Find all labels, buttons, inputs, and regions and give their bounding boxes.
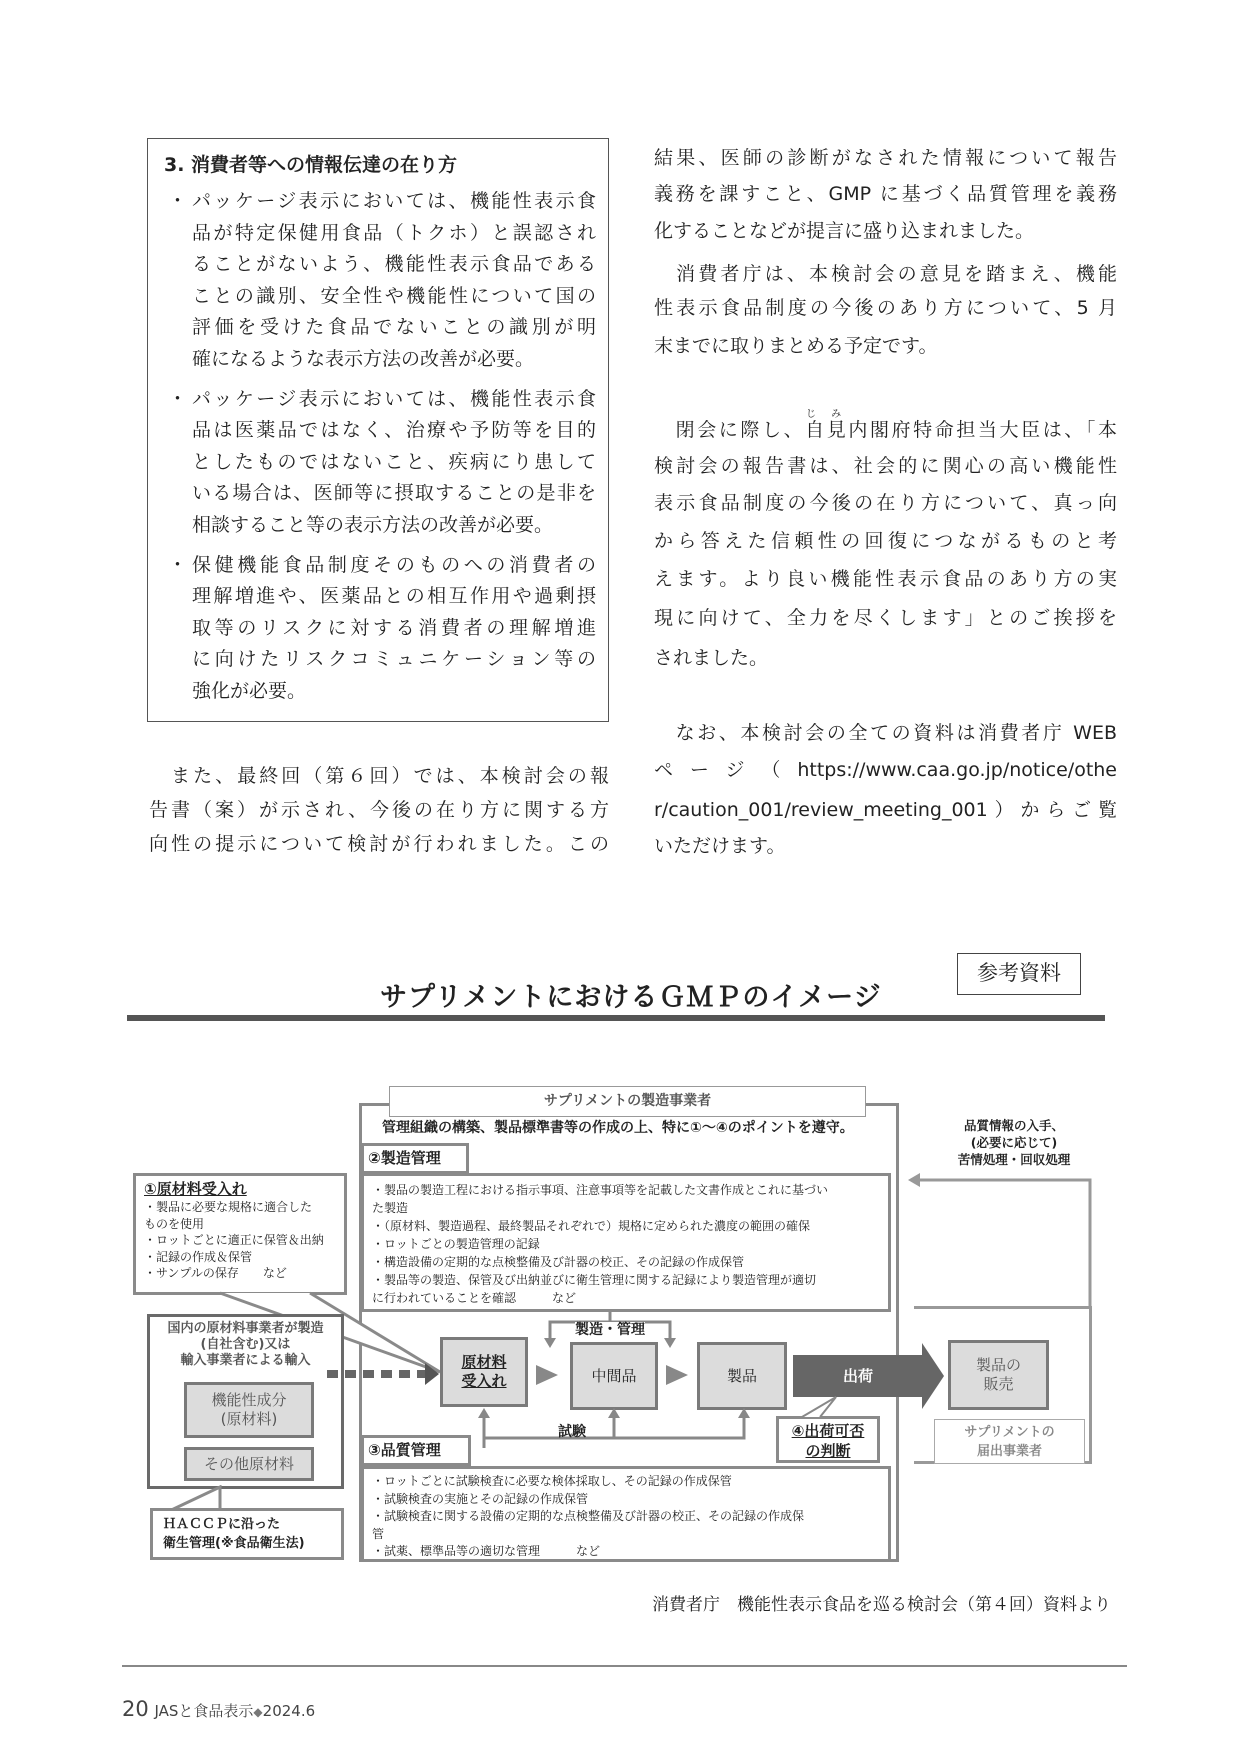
mfg-label: 製造・管理: [575, 1322, 645, 1338]
text-line: されました。: [654, 647, 769, 669]
text-line: 検討会の報告書は、社会的に関心の高い機能性: [654, 455, 1117, 477]
box-line: ・ロットごとに適正に保管＆出納: [144, 1233, 324, 1247]
mfg-control-tab: ②製造管理: [361, 1143, 469, 1174]
shipping-arrow: 出荷: [793, 1355, 923, 1397]
haccp-line-2: 衛生管理(※食品衛生法): [163, 1536, 305, 1551]
text-line: 品は医薬品ではなく、治療や予防等を目的: [192, 419, 596, 442]
text-line: 相談すること等の表示方法の改善が必要。: [192, 514, 554, 536]
box-line: ・試験検査に関する設備の定期的な点検整備及び計器の校正、その記録の作成保: [372, 1509, 805, 1523]
flow-arrow-1: [536, 1365, 558, 1385]
text-line: 結果、医師の診断がなされた情報について報告: [654, 147, 1117, 169]
text-line: 評価を受けた食品でないことの識別が明: [192, 316, 596, 339]
text-line: パッケージ表示においては、機能性表示食: [192, 190, 596, 212]
ship-decision-box: [776, 1416, 880, 1463]
issue-date: 2024.6: [262, 1702, 316, 1720]
intermediate-box: 中間品: [570, 1342, 658, 1410]
text-line: 現に向けて、全力を尽くします」とのご挨拶を: [654, 607, 1117, 629]
text-line: いる場合は、医師等に摂取することの是非を: [192, 482, 596, 505]
quality-control-box: [361, 1466, 891, 1562]
text-line: 消費者庁は、本検討会の意見を踏まえ、機能: [654, 263, 1117, 285]
box-line: ・試験検査の実施とその記録の作成保管: [372, 1491, 589, 1506]
reference-tag: 参考資料: [957, 953, 1081, 995]
ship-decision-pointer: [800, 1395, 840, 1419]
text-line: 保健機能食品制度そのものへの消費者の: [192, 553, 596, 576]
text-line: としたものではないこと、疾病にり患して: [192, 450, 596, 473]
text-line: ページ（https://www.caa.go.jp/notice/othe: [654, 759, 1117, 781]
text-line: 品が特定保健用食品（トクホ）と誤認され: [192, 221, 596, 244]
bullet-marker: ・: [168, 387, 188, 410]
quality-control-tab: ③品質管理: [361, 1435, 471, 1466]
text-line: に向けたリスクコミュニケーション等の: [192, 648, 596, 671]
sales-label-1: 製品の: [975, 1356, 1021, 1374]
manufacturer-note: 管理組織の構築、製品標準書等の作成の上、特に①～④のポイントを遵守。: [382, 1120, 854, 1136]
page-number: 20: [122, 1697, 149, 1721]
text-line: ことの識別、安全性や機能性について国の: [192, 284, 596, 307]
info-box-heading: 3. 消費者等への情報伝達の在り方: [164, 154, 458, 176]
functional-ingredient-sub: (原材料): [220, 1410, 278, 1428]
text-line: 義務を課すこと、GMP に基づく品質管理を義務: [654, 183, 1117, 205]
haccp-callout: [150, 1508, 344, 1560]
product-box: 製品: [697, 1342, 787, 1410]
import-arrowhead: [425, 1363, 439, 1385]
manufacturer-header: サプリメントの製造事業者: [389, 1086, 866, 1117]
bullet-marker: ・: [168, 553, 188, 576]
text-line: 理解増進や、医薬品との相互作用や過剰摂: [192, 585, 596, 608]
notifier-line-2: 届出事業者: [976, 1444, 1042, 1459]
haccp-line-1: ＨＡＣＣＰに沿った: [163, 1517, 281, 1532]
raw-intake-callout: [133, 1173, 347, 1295]
supplier-line-1: 国内の原材料事業者が製造: [167, 1321, 324, 1336]
text-line: 閉会に際し、自見内閣府特命担当大臣は、「本: [654, 419, 1117, 441]
sales-box: [948, 1340, 1049, 1410]
notifier-line-1: サプリメントの: [964, 1425, 1055, 1440]
box-line: ・記録の作成＆保管: [144, 1249, 253, 1264]
text-line: パッケージ表示においては、機能性表示食: [192, 387, 596, 410]
functional-ingredient-box: [184, 1382, 314, 1438]
text-line: 化することなどが提言に盛り込まれました。: [654, 220, 1035, 242]
quality-info-line-1: 品質情報の入手、: [963, 1118, 1064, 1133]
notifier-box: [934, 1419, 1085, 1464]
text-line: 確になるような表示方法の改善が必要。: [192, 348, 535, 370]
ship-decision-line-1: ④出荷可否: [791, 1422, 865, 1440]
text-line: から答えた信頼性の回復につながるものと考: [654, 530, 1117, 552]
box-line: ・構造設備の定期的な点検整備及び計器の校正、その記録の作成保管: [372, 1255, 745, 1269]
text-line: なお、本検討会の全ての資料は消費者庁 WEB: [654, 722, 1117, 744]
supplier-line-3: 輸入事業者による輸入: [180, 1353, 311, 1368]
box-line: ・（原材料、製造過程、最終製品それぞれで）規格に定められた濃度の範囲の確保: [372, 1219, 811, 1233]
figure-title: サプリメントにおけるＧＭＰのイメージ: [380, 982, 882, 1013]
journal-name: JASと食品表示: [154, 1702, 254, 1720]
text-line: 性表示食品制度の今後のあり方について、5 月: [654, 297, 1117, 319]
quality-info-arrow: [906, 1170, 1096, 1310]
text-line: 向性の提示について検討が行われました。この: [149, 833, 609, 855]
box-line: ものを使用: [144, 1216, 205, 1231]
quality-info-line-2: (必要に応じて): [970, 1135, 1058, 1150]
text-line: r/caution_001/review_meeting_001）からご覧: [654, 799, 1117, 821]
text-line: 表示食品制度の今後の在り方について、真っ向: [654, 492, 1117, 514]
text-line: 末までに取りまとめる予定です。: [654, 335, 938, 357]
text-line: いただけます。: [654, 835, 786, 857]
diamond-icon: ◆: [253, 1705, 263, 1719]
box-line: ・サンプルの保存 など: [144, 1266, 287, 1280]
test-arrows: [470, 1408, 760, 1450]
quality-info-line-3: 苦情処理・回収処理: [957, 1152, 1071, 1167]
raw-intake-title: ①原材料受入れ: [144, 1180, 247, 1198]
figure-caption: 消費者庁 機能性表示食品を巡る検討会（第４回）資料より: [652, 1595, 1111, 1615]
ship-decision-line-2: の判断: [805, 1442, 851, 1460]
raw-intake-box: [440, 1337, 528, 1407]
text-line: 取等のリスクに対する消費者の理解増進: [192, 616, 596, 639]
sales-label-2: 販売: [983, 1375, 1014, 1393]
box-line: ・試薬、標準品等の適切な管理 など: [372, 1544, 601, 1558]
flow-arrow-2: [666, 1365, 688, 1385]
supplier-line-2: (自社含む)又は: [200, 1337, 291, 1352]
box-line: 管: [372, 1526, 385, 1541]
functional-ingredient-label: 機能性成分: [211, 1391, 287, 1409]
quality-info-text: [944, 1117, 1084, 1168]
import-dotted-arrow: [327, 1370, 427, 1378]
raw-intake-label-2: 受入れ: [461, 1372, 507, 1390]
box-line: ・製品の製造工程における指示事項、注意事項等を記載した文書作成とこれに基づい: [372, 1183, 829, 1197]
text-line: また、最終回（第６回）では、本検討会の報: [149, 765, 609, 787]
text-line: えます。より良い機能性表示食品のあり方の実: [654, 568, 1117, 590]
box-line: ・ロットごとの製造管理の記録: [372, 1237, 540, 1251]
text-line: ることがないよう、機能性表示食品である: [192, 253, 596, 276]
box-line: に行われていることを確認 など: [372, 1291, 577, 1305]
test-label: 試験: [558, 1424, 586, 1440]
box-line: た製造: [372, 1201, 409, 1215]
raw-intake-label-1: 原材料: [461, 1353, 507, 1371]
footer-rule: [122, 1665, 1127, 1667]
other-ingredients-box: その他原材料: [184, 1447, 314, 1481]
footer: [122, 1697, 315, 1721]
furigana: じ み: [806, 409, 848, 420]
text-line: 強化が必要。: [192, 680, 307, 702]
box-line: ・ロットごとに試験検査に必要な検体採取し、その記録の作成保管: [372, 1474, 732, 1488]
text-line: 告書（案）が示され、今後の在り方に関する方: [149, 799, 609, 821]
bullet-marker: ・: [168, 190, 188, 212]
box-line: ・製品等の製造、保管及び出納並びに衛生管理に関する記録により製造管理が適切: [372, 1273, 817, 1287]
title-rule: [127, 1015, 1105, 1021]
box-line: ・製品に必要な規格に適合した: [144, 1200, 313, 1214]
